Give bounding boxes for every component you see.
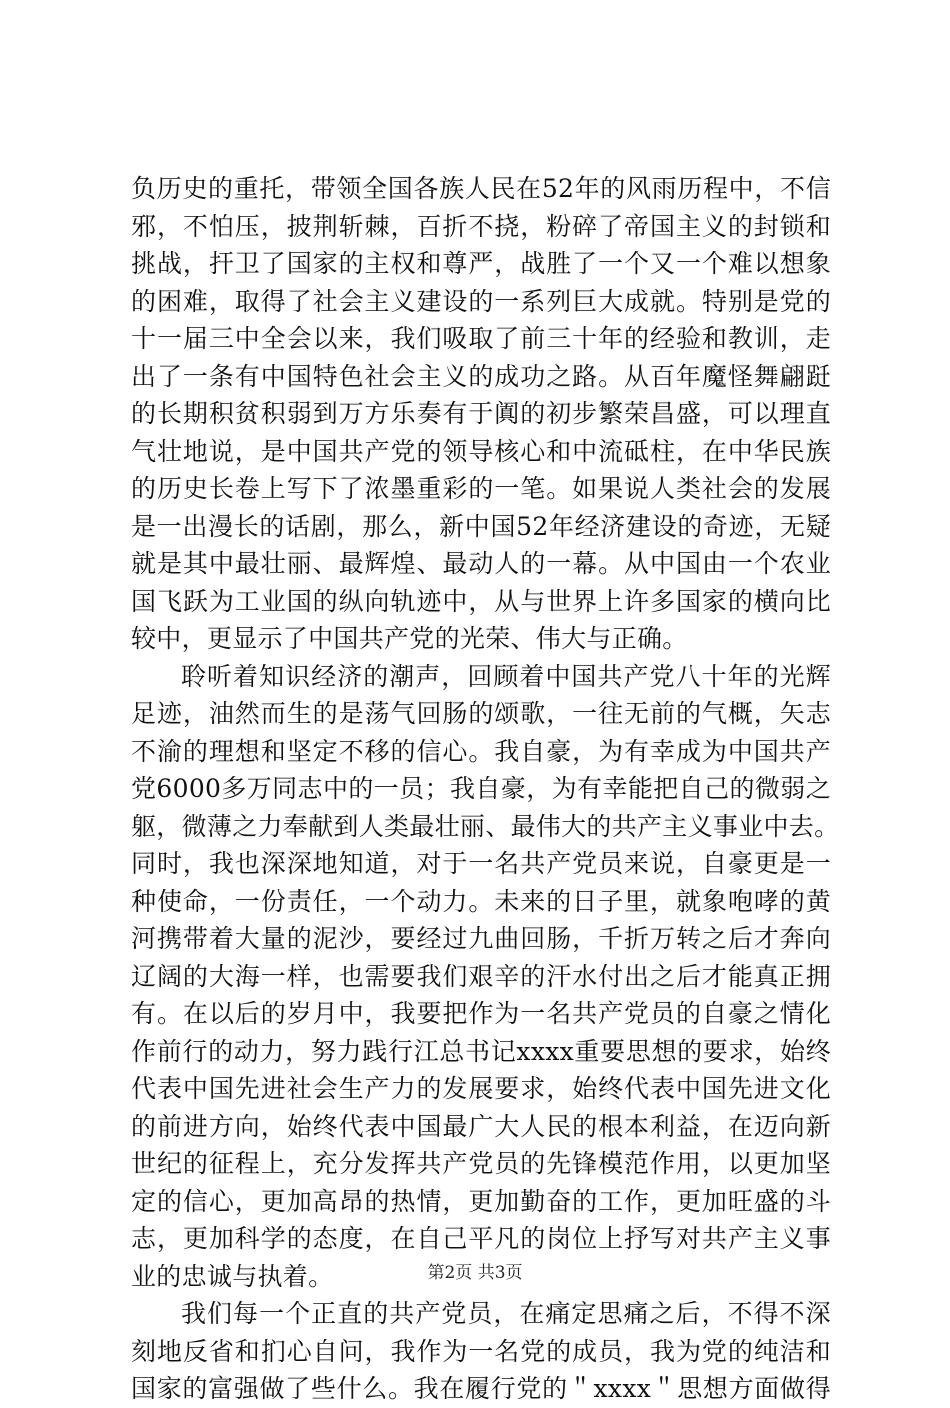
page-footer: 第2页 共3页 [427,1263,523,1283]
text-line: 辽阔的大海一样，也需要我们艰辛的汗水付出之后才能真正拥 [131,961,831,991]
text-line: 河携带着大量的泥沙，要经过九曲回肠，千折万转之后才奔向 [131,924,831,953]
text-line: 出了一条有中国特色社会主义的成功之路。从百年魔怪舞翩跹 [131,361,831,391]
paragraph [131,170,831,658]
text-line: 足迹，油然而生的是荡气回肠的颂歌，一往无前的气概，矢志 [131,699,831,728]
text-line: 邪，不怕压，披荆斩棘，百折不挠，粉碎了帝国主义的封锁和 [131,211,831,241]
text-line: 的长期积贫积弱到万方乐奏有于阗的初步繁荣昌盛，可以理直 [131,399,831,428]
text-line: 同时，我也深深地知道，对于一名共产党员来说，自豪更是一 [131,849,831,878]
text-line: 负历史的重托，带领全国各族人民在52年的风雨历程中，不信 [131,174,831,203]
text-line: 就是其中最壮丽、最辉煌、最动人的一幕。从中国由一个农业 [131,549,831,578]
text-line: 作前行的动力，努力践行江总书记xxxx重要思想的要求，始终 [131,1036,831,1066]
text-line: 志，更加科学的态度，在自己平凡的岗位上抒写对共产主义事 [131,1224,831,1253]
text-line: 党6000多万同志中的一员；我自豪，为有幸能把自己的微弱之 [131,774,831,803]
text-line: 国家的富强做了些什么。我在履行党的＂xxxx＂思想方面做得 [131,1374,831,1403]
text-line: 业的忠诚与执着。 [131,1261,334,1291]
text-line: 的历史长卷上写下了浓墨重彩的一笔。如果说人类社会的发展 [131,474,831,503]
text-line: 的前进方向，始终代表中国最广大人民的根本利益，在迈向新 [131,1111,831,1141]
text-line: 较中，更显示了中国共产党的光荣、伟大与正确。 [131,624,688,653]
text-line: 不渝的理想和坚定不移的信心。我自豪，为有幸成为中国共产 [131,736,831,766]
text-line: 挑战，扞卫了国家的主权和尊严，战胜了一个又一个难以想象 [131,249,831,278]
text-line: 十一届三中全会以来，我们吸取了前三十年的经验和教训，走 [131,324,831,353]
paragraph [131,1295,831,1408]
text-line: 定的信心，更加高昂的热情，更加勤奋的工作，更加旺盛的斗 [131,1186,831,1216]
text-line: 有。在以后的岁月中，我要把作为一名共产党员的自豪之情化 [131,999,831,1028]
text-line: 聆听着知识经济的潮声，回顾着中国共产党八十年的光辉 [181,661,831,691]
text-line: 种使命，一份责任，一个动力。未来的日子里，就象咆哮的黄 [131,886,831,916]
paragraph [131,658,840,1296]
text-line: 代表中国先进社会生产力的发展要求，始终代表中国先进文化 [131,1074,831,1103]
text-line: 躯，微薄之力奉献到人类最壮丽、最伟大的共产主义事业中去。 [131,811,840,841]
document-body [131,170,840,1408]
text-line: 国飞跃为工业国的纵向轨迹中，从与世界上许多国家的横向比 [131,586,831,616]
text-line: 刻地反省和扪心自问，我作为一名党的成员，我为党的纯洁和 [131,1336,831,1366]
text-line: 是一出漫长的话剧，那么，新中国52年经济建设的奇迹，无疑 [131,511,831,541]
text-line: 的困难，取得了社会主义建设的一系列巨大成就。特别是党的 [131,286,831,316]
text-line: 我们每一个正直的共产党员，在痛定思痛之后，不得不深 [181,1299,831,1328]
text-line: 世纪的征程上，充分发挥共产党员的先锋模范作用，以更加坚 [131,1149,831,1178]
text-line: 气壮地说，是中国共产党的领导核心和中流砥柱，在中华民族 [131,436,831,466]
